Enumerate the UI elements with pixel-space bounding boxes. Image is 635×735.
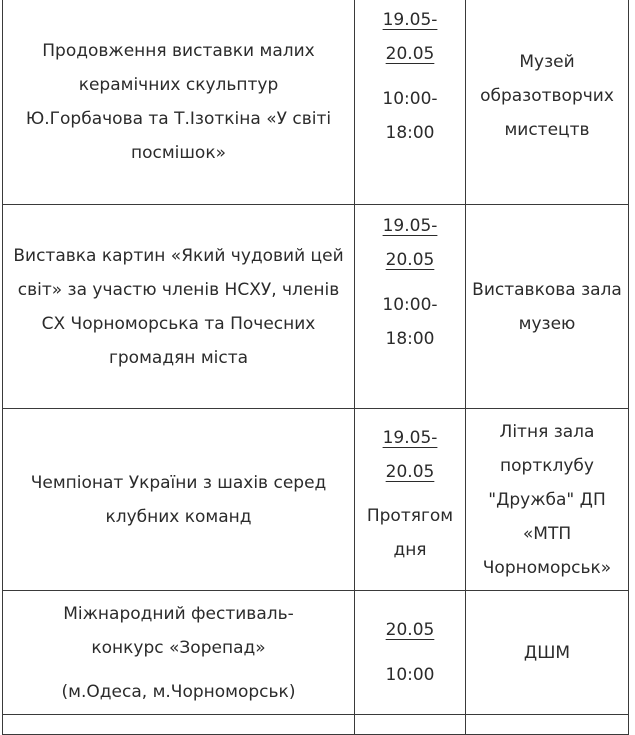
event-title-cell (3, 0, 355, 205)
event-place-cell (466, 0, 629, 205)
event-place: Літня зала портклубу "Дружба" ДП «МТП Чорноморськ» (482, 421, 612, 578)
event-time: 10:00 (385, 665, 435, 685)
event-title-cell (3, 205, 355, 409)
table-row (3, 715, 629, 735)
event-date-cell (355, 205, 466, 409)
event-date-cell (355, 715, 466, 735)
event-title-cell (3, 409, 355, 591)
table-row (3, 591, 629, 715)
event-date-cell (355, 591, 466, 715)
event-date-end-link[interactable]: 20.05 (385, 44, 435, 64)
event-place: Музей образотворчих мистецтв (480, 52, 614, 140)
event-time-start: 10:00- (382, 295, 438, 315)
event-title-cell (3, 715, 355, 735)
event-title-note: (м.Одеса, м.Чорноморськ) (61, 681, 296, 702)
event-title: Міжнародний фестиваль-конкурс «Зорепад» (63, 603, 294, 658)
event-place: Виставкова зала музею (472, 279, 622, 334)
event-date-link[interactable]: 20.05 (385, 620, 435, 640)
event-title-cell (3, 591, 355, 715)
event-title: Продовження виставки малих керамічних скульптур Ю.Горбачова та Т.Ізоткіна «У світі посмішок» (25, 40, 332, 163)
event-title: Чемпіонат України з шахів серед клубних команд (30, 472, 327, 527)
event-date-cell (355, 409, 466, 591)
event-time-end: 18:00 (385, 123, 435, 143)
event-time-start: Протягом (366, 506, 454, 526)
event-place-cell (466, 409, 629, 591)
event-date-start-link[interactable]: 19.05- (382, 10, 438, 30)
event-time-end: 18:00 (385, 329, 435, 349)
event-place-cell (466, 205, 629, 409)
event-time-end: дня (393, 540, 427, 560)
event-place: ДШМ (523, 642, 571, 663)
table-row (3, 409, 629, 591)
event-date-start-link[interactable]: 19.05- (382, 428, 438, 448)
table-row (3, 0, 629, 205)
events-table (2, 0, 629, 735)
event-date-end-link[interactable]: 20.05 (385, 462, 435, 482)
event-date-end-link[interactable]: 20.05 (385, 250, 435, 270)
event-time-start: 10:00- (382, 89, 438, 109)
event-place-cell (466, 715, 629, 735)
event-date-start-link[interactable]: 19.05- (382, 216, 438, 236)
event-date-cell (355, 0, 466, 205)
event-place-cell (466, 591, 629, 715)
table-row (3, 205, 629, 409)
event-title: Виставка картин «Який чудовий цей світ» за участю членів НСХУ, членів СХ Чорноморська та Почесних громадян міста (13, 245, 344, 368)
